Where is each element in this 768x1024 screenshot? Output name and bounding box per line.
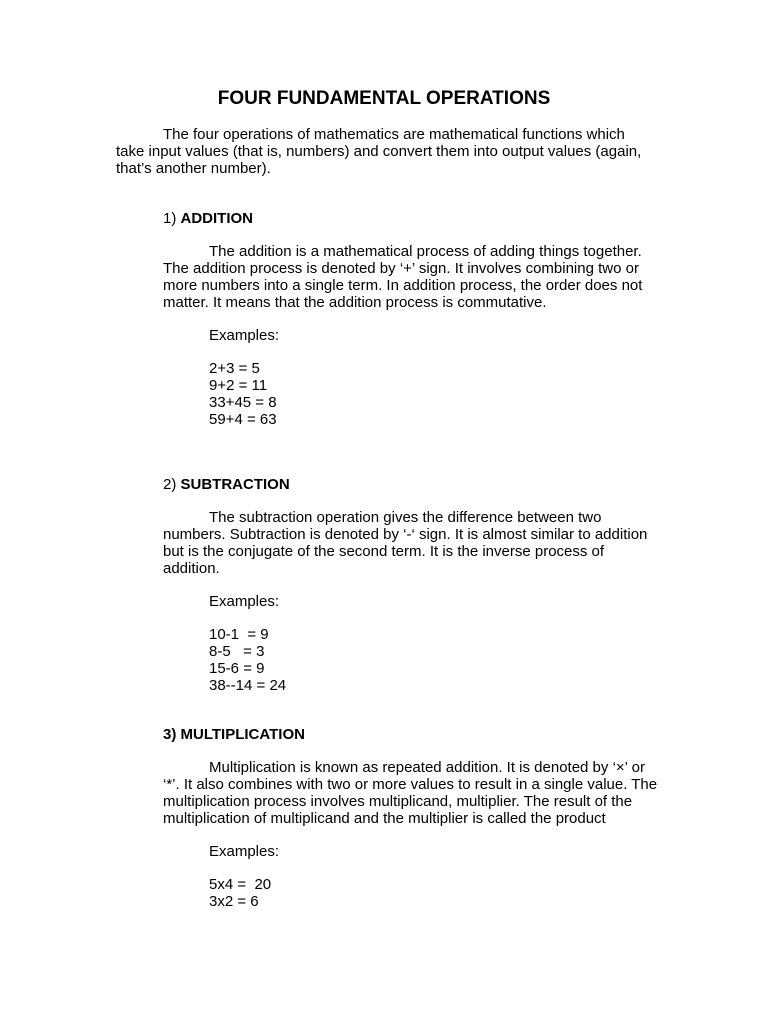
section-subtraction xyxy=(163,476,663,694)
example-item: 8-5 = 3 xyxy=(209,643,265,660)
section-addition xyxy=(163,210,663,428)
section-description: The addition is a mathematical process of adding things together. The addition process is denoted by ‘+’ sign. It involves combining two or more numbers into a single term. In addition process, the order does not matter. It means that the addition process is commutative. xyxy=(163,243,643,311)
section-name: MULTIPLICATION xyxy=(180,726,305,743)
examples-list xyxy=(209,626,663,694)
example-item: 10-1 = 9 xyxy=(209,626,269,643)
section-multiplication xyxy=(163,726,663,910)
examples-list xyxy=(209,360,663,428)
example-item: 9+2 = 11 xyxy=(209,377,268,394)
examples-label: Examples: xyxy=(209,327,280,344)
section-name: ADDITION xyxy=(180,210,254,227)
example-item: 2+3 = 5 xyxy=(209,360,260,377)
example-item: 33+45 = 8 xyxy=(209,394,277,411)
examples-label: Examples: xyxy=(209,843,280,860)
section-heading xyxy=(163,210,663,227)
section-number: 1) xyxy=(163,210,177,227)
example-item: 59+4 = 63 xyxy=(209,411,277,428)
section-name: SUBTRACTION xyxy=(180,476,290,493)
example-item: 38--14 = 24 xyxy=(209,677,287,694)
section-number: 3) xyxy=(163,726,177,743)
section-description: The subtraction operation gives the difference between two numbers. Subtraction is denoted by ‘-‘ sign. It is almost similar to addition but is the conjugate of the second term. It is the inverse process of addition. xyxy=(163,509,648,577)
section-heading xyxy=(163,476,663,493)
section-heading xyxy=(163,726,663,743)
examples-label: Examples: xyxy=(209,593,280,610)
example-item: 3x2 = 6 xyxy=(209,893,259,910)
examples-list xyxy=(209,876,663,910)
example-item: 5x4 = 20 xyxy=(209,876,272,893)
section-description: Multiplication is known as repeated addition. It is denoted by ‘×’ or ‘*’. It also combines with two or more values to result in a single value. The multiplication process involves multiplicand, multiplier. The result of the multiplication of multiplicand and the multiplier is called the product xyxy=(163,759,658,827)
page-title: FOUR FUNDAMENTAL OPERATIONS xyxy=(217,88,551,109)
example-item: 15-6 = 9 xyxy=(209,660,265,677)
section-number: 2) xyxy=(163,476,177,493)
intro-paragraph: The four operations of mathematics are mathematical functions which take input values (that is, numbers) and convert them into output values (again, that’s another number). xyxy=(116,126,642,177)
